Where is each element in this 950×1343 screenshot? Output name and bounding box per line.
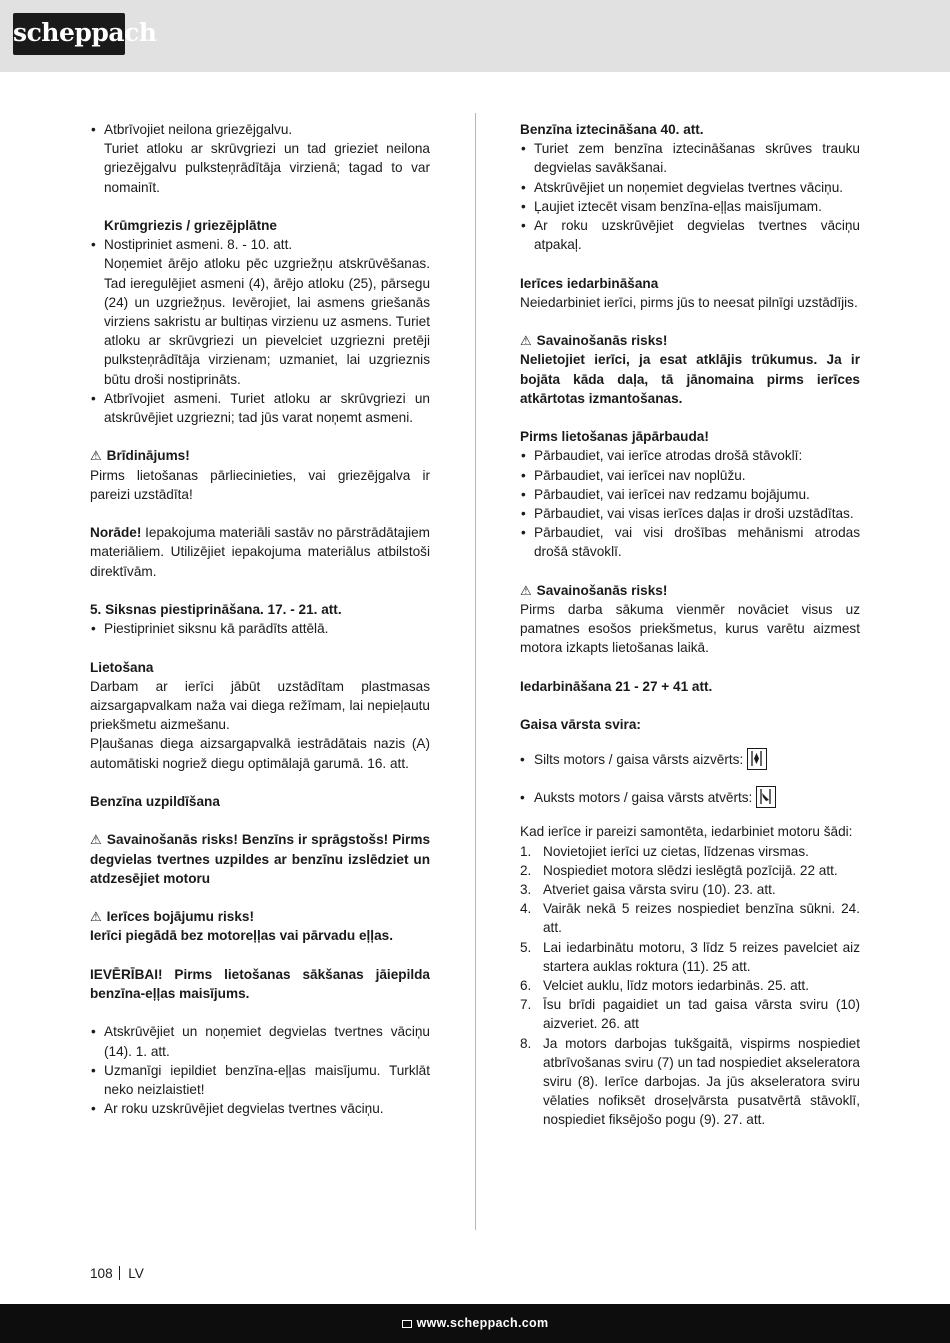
usage-text-1: Darbam ar ierīci jābūt uzstādītam plastmasas aizsargapvalkam naža vai diega režīmam, lai nepieļautu priekšmetu aizmešanu. (90, 678, 430, 733)
choke-heading: Gaisa vārsta svira: (520, 717, 641, 733)
drain-heading: Benzīna iztecināšana 40. att. (520, 122, 704, 137)
list-item: • Atskrūvējiet un noņemiet degvielas tvertnes vāciņu (14). 1. att. (90, 1022, 430, 1060)
fuel-heading: Benzīna uzpildīšana (90, 794, 220, 810)
drain-list (520, 139, 860, 254)
step-item: 5. Lai iedarbinātu motoru, 3 līdz 5 reizes pavelciet aiz startera auklas roktura (11). 25 att. (520, 939, 860, 974)
fuel-warning-2-text: Ierīci piegādā bez motoreļļas vai pārvadu eļļas. (90, 928, 393, 944)
start-intro: Kad ierīce ir pareizi samontēta, iedarbiniet motoru šādi: (520, 824, 853, 840)
column-divider (475, 113, 476, 1230)
section-heading-bush: Krūmgriezis / griezējplātne (104, 218, 277, 233)
risk2-text: Pirms darba sākuma vienmēr novāciet visus uz pamatnes esošos priekšmetus, kurus varētu aizmest motora izkapts lietošanas laikā. (520, 602, 860, 656)
choke-warm-label: Silts motors / gaisa vārsts aizvērts: (534, 751, 744, 767)
section5-heading: 5. Siksnas piestiprināšana. 17. - 21. att. (90, 602, 342, 618)
list-item: • Uzmanīgi iepildiet benzīna-eļļas maisījumu. Turklāt neko neizlaistiet! (90, 1061, 430, 1099)
warning-text: Pirms lietošanas pārliecinieties, vai griezējgalva ir pareizi uzstādīta! (90, 467, 430, 502)
usage-heading: Lietošana (90, 659, 154, 675)
bush-text: Noņemiet ārējo atloku pēc uzgriežņu atskrūvēšanas. Tad ieregulējiet asmeni (4), ārējo atloku (25), pārsegu (24) un uzgriežņus. Ievērojiet, lai asmens griešanās virziens sakristu ar bultiņas virzienu uz asmens. Turiet atloku ar skrūvgriezi un pievelciet uzgriezni pretēji pulksteņrādītāja virzienam; uzmaniet, lai uzgrieznis būtu droši nostiprināts. (104, 256, 430, 387)
left-column (90, 120, 430, 1118)
list-item: • Pārbaudiet, vai visi drošības mehānismi atrodas drošā stāvoklī. (520, 523, 860, 561)
website-link[interactable]: www.scheppach.com (0, 1314, 950, 1333)
list-item: • Pārbaudiet, vai ierīcei nav redzamu bojājumu. (520, 485, 860, 504)
fuel-warning-1: ⚠ Savainošanās risks! Benzīns ir sprāgstošs! Pirms degvielas tvertnes uzpildes ar benzīnu izslēdziet un atdzesējiet motoru (90, 832, 430, 886)
choke-open-icon (756, 786, 776, 808)
operation-text: Neiedarbiniet ierīci, pirms jūs to neesat pilnīgi uzstādījis. (520, 294, 858, 310)
fuel-warning-2: ⚠ Ierīces bojājumu risks! (90, 909, 254, 925)
list-item: • Ar roku uzskrūvējiet degvielas tvertnes vāciņu. (90, 1099, 430, 1118)
note-paragraph: Norāde! Iepakojuma materiāli sastāv no pārstrādātajiem materiāliem. Utilizējiet iepakojuma materiālus atbilstoši direktīvām. (90, 525, 431, 579)
page-number: 108 (90, 1266, 113, 1281)
usage-text-2: Pļaušanas diega aizsargapvalkā iestrādātais nazis (A) automātiski nogriež diegu optimālajā garumā. 16. att. (90, 736, 430, 771)
choke-cold-label: Auksts motors / gaisa vārsts atvērts: (534, 789, 753, 805)
precheck-list (520, 446, 860, 561)
choke-closed-icon (747, 748, 767, 770)
step-item: 2. Nospiediet motora slēdzi ieslēgtā pozīcijā. 22 att. (520, 862, 838, 878)
section5-list (90, 619, 430, 638)
footer-bar (0, 1304, 950, 1343)
risk1-heading: ⚠ Savainošanās risks! (520, 333, 668, 349)
attention-text: IEVĒRĪBAI! Pirms lietošanas sākšanas jāiepilda benzīna-eļļas maisījums. (90, 966, 430, 1001)
list-item: • Turiet zem benzīna iztecināšanas skrūves trauku degvielas savākšanai. (520, 139, 860, 177)
step-item: 7. Īsu brīdi pagaidiet un tad gaisa vārsta sviru (10) aizveriet. 26. att (520, 997, 860, 1032)
intro-text: Turiet atloku ar skrūvgriezi un tad grieziet neilona griezējgalvu pulksteņrādītāja virzienā; tagad to var nomainīt. (104, 141, 430, 195)
list-item: • Atbrīvojiet neilona griezējgalvu. (90, 120, 430, 139)
list-item: • Piestipriniet siksnu kā parādīts attēlā. (90, 619, 430, 638)
operation-heading: Ierīces iedarbināšana (520, 275, 659, 291)
list-item: • Pārbaudiet, vai ierīce atrodas drošā stāvoklī: (520, 446, 860, 465)
precheck-heading: Pirms lietošanas jāpārbauda! (520, 429, 709, 445)
page-footer (90, 1264, 144, 1283)
list-item: • Pārbaudiet, vai visas ierīces daļas ir droši uzstādītas. (520, 504, 860, 523)
list-item: • Ļaujiet iztecēt visam benzīna-eļļas maisījumam. (520, 197, 860, 216)
note-label: Norāde! (90, 525, 142, 541)
list-item: • Atskrūvējiet un noņemiet degvielas tvertnes vāciņu. (520, 178, 860, 197)
header-bar (0, 0, 950, 72)
bush-list-2 (90, 389, 430, 427)
brand-logo: scheppach (13, 13, 125, 55)
list-item: • Nostipriniet asmeni. 8. - 10. att. (90, 235, 430, 254)
choke-warm-line: • Silts motors / gaisa vārsts aizvērts: (520, 744, 860, 774)
start-steps (520, 842, 860, 1130)
warning-icon: ⚠ (90, 448, 102, 464)
fuel-list (90, 1022, 430, 1118)
warning-icon: ⚠ (520, 582, 532, 598)
risk2-heading: ⚠ Savainošanās risks! (520, 582, 668, 598)
step-item: 1. Novietojiet ierīci uz cietas, līdzenas virsmas. (520, 843, 809, 859)
warning-heading: ⚠ Brīdinājums! (90, 448, 190, 464)
list-item: • Pārbaudiet, vai ierīcei nav noplūžu. (520, 466, 860, 485)
warning-icon: ⚠ (90, 832, 102, 848)
computer-icon (402, 1320, 412, 1328)
step-item: 4. Vairāk nekā 5 reizes nospiediet benzīna sūkni. 24. att. (520, 901, 860, 936)
right-column (520, 120, 860, 1130)
step-item: 8. Ja motors darbojas tukšgaitā, vispirms nospiediet atbrīvošanas sviru (7) un tad nospiediet akseleratora sviru (8). Ierīce darbojas. Ja jūs akseleratora sviru vēlaties nofiksēt droseļvārsta pusatvērtā stāvoklī, nospiediet fiksējošo pogu (9). 27. att. (520, 1035, 860, 1128)
risk1-text: Nelietojiet ierīci, ja esat atklājis trūkumus. Ja ir bojāta kāda daļa, tā jānomaina pirms ierīces atkārtotas izmantošanas. (520, 352, 860, 406)
intro-list (90, 120, 430, 139)
language-code: LV (128, 1266, 144, 1281)
step-item: 3. Atveriet gaisa vārsta sviru (10). 23. att. (520, 882, 776, 898)
list-item: • Atbrīvojiet asmeni. Turiet atloku ar skrūvgriezi un atskrūvējiet uzgriezni; tad jūs varat noņemt asmeni. (90, 389, 430, 427)
warning-icon: ⚠ (520, 333, 532, 349)
bush-list (90, 235, 430, 254)
step-item: 6. Velciet auklu, līdz motors iedarbinās. 25. att. (520, 978, 809, 994)
choke-cold-line: • Auksts motors / gaisa vārsts atvērts: (520, 782, 860, 812)
start-heading: Iedarbināšana 21 - 27 + 41 att. (520, 678, 713, 694)
warning-icon: ⚠ (90, 909, 102, 925)
list-item: • Ar roku uzskrūvējiet degvielas tvertnes vāciņu atpakaļ. (520, 216, 860, 254)
